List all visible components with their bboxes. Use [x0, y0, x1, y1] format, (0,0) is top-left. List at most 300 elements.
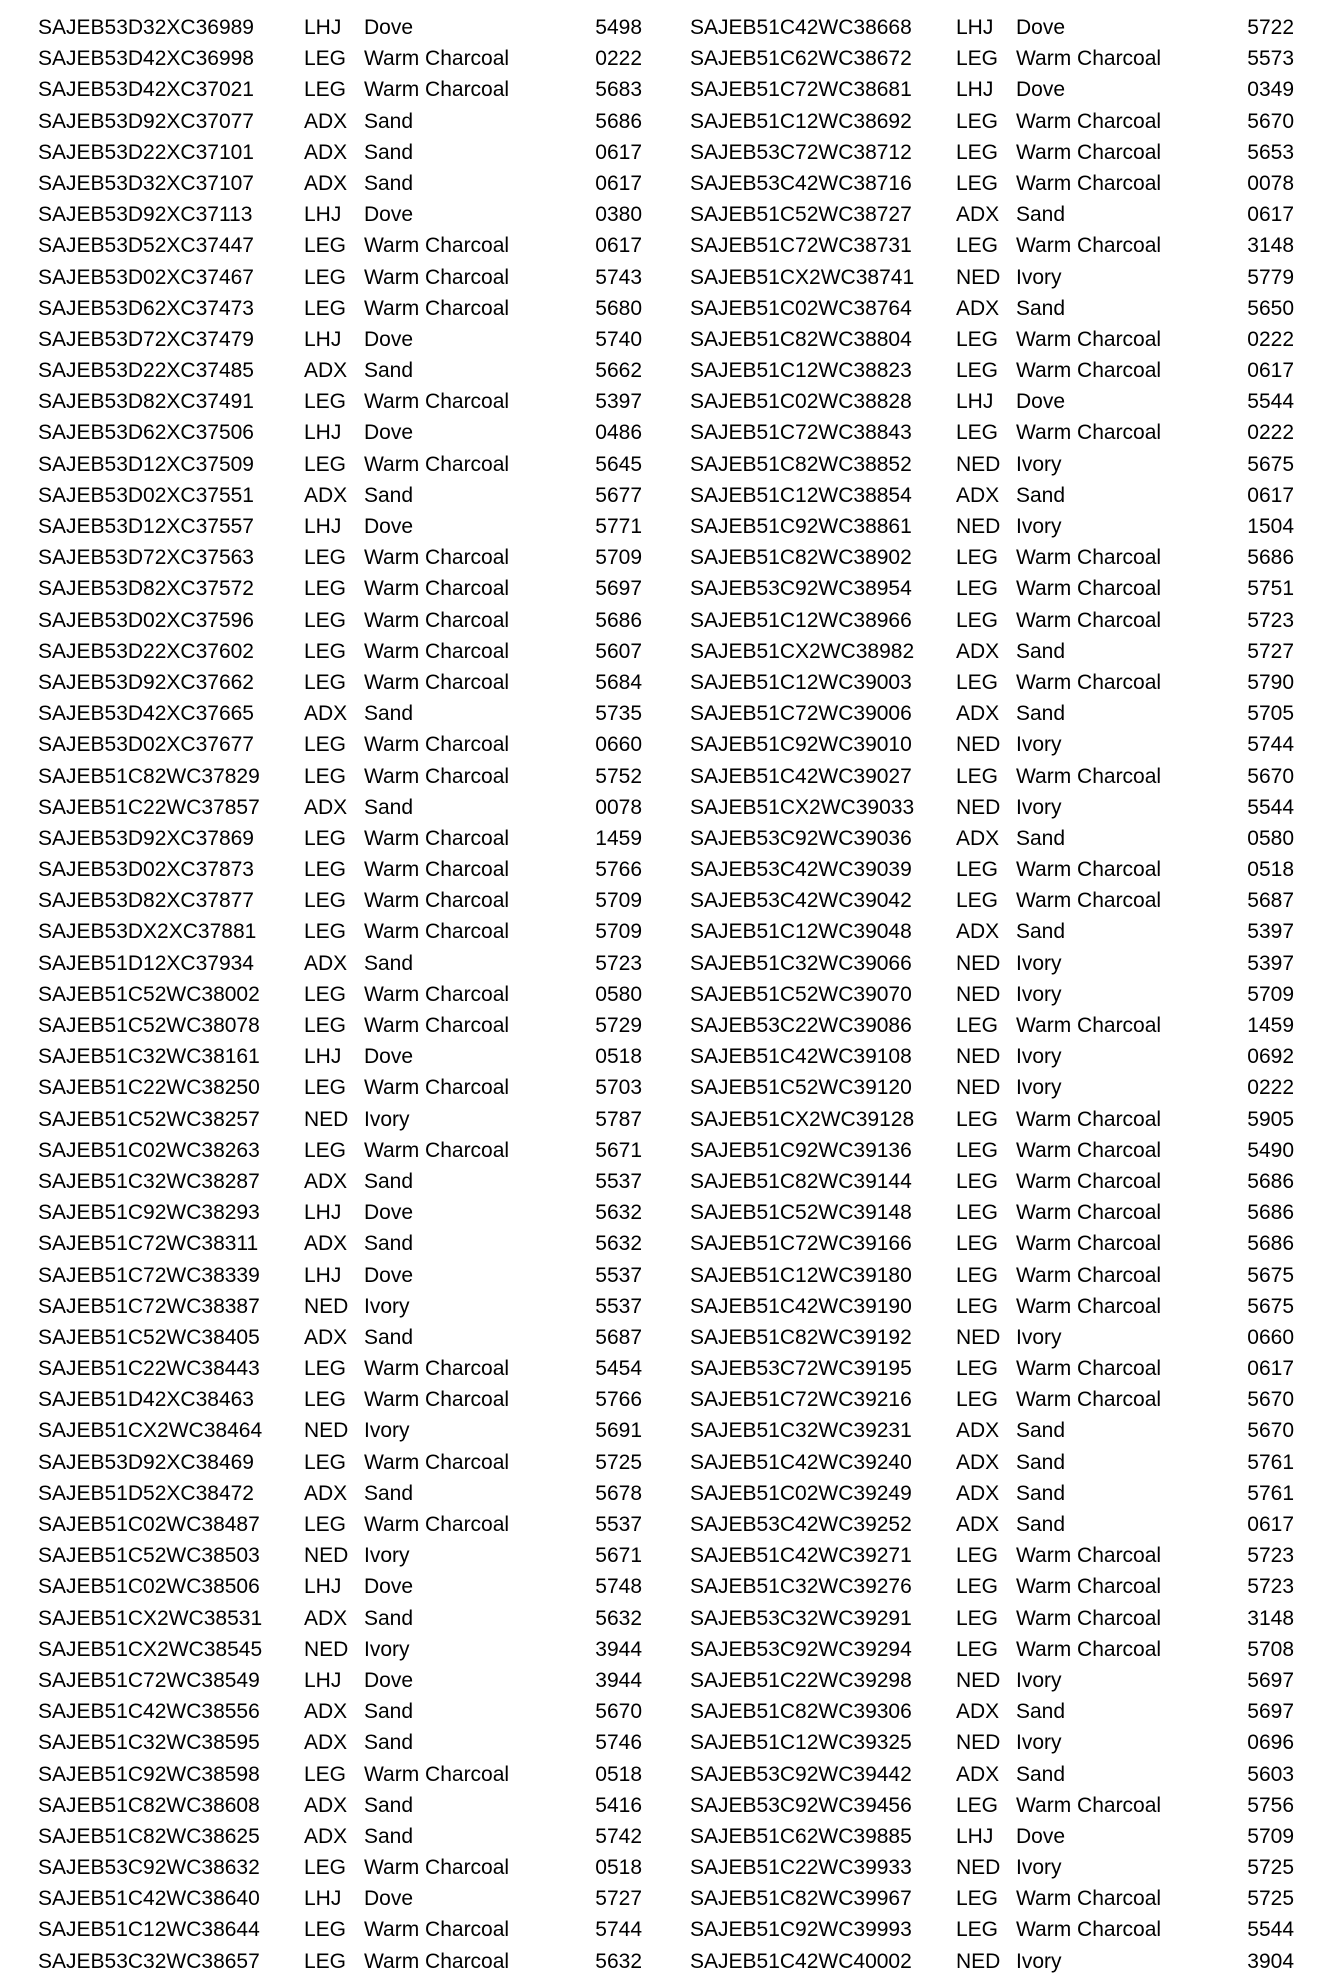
number-cell: 0078	[595, 795, 642, 819]
trim-code-cell: LHJ	[304, 1045, 342, 1069]
trim-code-cell: NED	[956, 1856, 1001, 1880]
trim-code-cell: ADX	[956, 639, 1000, 663]
vin-cell: SAJEB53D22XC37101	[38, 140, 254, 164]
color-cell: Warm Charcoal	[1016, 858, 1162, 882]
trim-code-cell: ADX	[304, 109, 348, 133]
color-cell: Warm Charcoal	[364, 1076, 510, 1100]
vin-cell: SAJEB51C62WC38672	[690, 47, 912, 71]
trim-code-cell: LEG	[304, 1918, 347, 1942]
vin-cell: SAJEB51C32WC38161	[38, 1045, 260, 1069]
trim-code-cell: NED	[956, 1076, 1001, 1100]
vin-cell: SAJEB53C92WC39456	[690, 1793, 912, 1817]
vin-cell: SAJEB51C72WC39006	[690, 702, 912, 726]
vin-cell: SAJEB51C52WC38002	[38, 982, 260, 1006]
number-cell: 5723	[1247, 1575, 1294, 1599]
vin-cell: SAJEB51C52WC38405	[38, 1325, 260, 1349]
color-cell: Warm Charcoal	[1016, 1887, 1162, 1911]
trim-code-cell: LEG	[304, 265, 347, 289]
number-cell: 5537	[595, 1169, 642, 1193]
trim-code-cell: LEG	[304, 764, 347, 788]
vin-cell: SAJEB53D02XC37677	[38, 733, 254, 757]
trim-code-cell: ADX	[956, 296, 1000, 320]
trim-code-cell: LEG	[304, 1357, 347, 1381]
vin-cell: SAJEB53D92XC37077	[38, 109, 254, 133]
color-cell: Warm Charcoal	[1016, 577, 1162, 601]
number-cell: 0617	[595, 234, 642, 258]
color-cell: Sand	[364, 171, 414, 195]
vin-cell: SAJEB51C42WC39240	[690, 1450, 912, 1474]
vin-cell: SAJEB53D02XC37467	[38, 265, 254, 289]
trim-code-cell: LEG	[304, 1762, 347, 1786]
number-cell: 0617	[1247, 483, 1294, 507]
vin-cell: SAJEB51C72WC38339	[38, 1263, 260, 1287]
number-cell: 5725	[595, 1450, 642, 1474]
trim-code-cell: NED	[956, 795, 1001, 819]
number-cell: 0349	[1247, 78, 1294, 102]
vin-cell: SAJEB51C52WC39070	[690, 982, 912, 1006]
color-cell: Dove	[364, 1668, 414, 1692]
vin-cell: SAJEB51C82WC38852	[690, 452, 912, 476]
vin-cell: SAJEB51C72WC39166	[690, 1232, 912, 1256]
number-cell: 5490	[1247, 1138, 1294, 1162]
color-cell: Warm Charcoal	[364, 1388, 510, 1412]
color-cell: Warm Charcoal	[364, 1856, 510, 1880]
trim-code-cell: NED	[956, 515, 1001, 538]
number-cell: 0617	[595, 171, 642, 195]
number-cell: 5498	[595, 16, 642, 39]
number-cell: 5771	[595, 515, 642, 538]
trim-code-cell: LEG	[956, 889, 999, 913]
color-cell: Ivory	[1016, 1045, 1062, 1069]
trim-code-cell: NED	[956, 1325, 1001, 1349]
color-cell: Warm Charcoal	[1016, 1918, 1162, 1942]
trim-code-cell: ADX	[304, 359, 348, 383]
number-cell: 3148	[1247, 1606, 1294, 1630]
number-cell: 5727	[595, 1887, 642, 1911]
vin-cell: SAJEB53D92XC37113	[38, 203, 253, 227]
trim-code-cell: LEG	[304, 1949, 347, 1973]
trim-code-cell: NED	[956, 452, 1001, 476]
trim-code-cell: ADX	[304, 1169, 348, 1193]
number-cell: 3904	[1247, 1949, 1294, 1973]
number-cell: 5709	[595, 920, 642, 944]
vin-cell: SAJEB53D32XC36989	[38, 16, 254, 39]
trim-code-cell: NED	[304, 1419, 349, 1443]
vin-cell: SAJEB53D12XC37509	[38, 452, 254, 476]
color-cell: Dove	[364, 1887, 414, 1911]
trim-code-cell: LEG	[956, 1138, 999, 1162]
number-cell: 5687	[1247, 889, 1294, 913]
vin-cell: SAJEB51C82WC39306	[690, 1700, 912, 1724]
trim-code-cell: LEG	[304, 733, 347, 757]
number-cell: 5697	[1247, 1700, 1294, 1724]
number-cell: 5662	[595, 359, 642, 383]
vin-cell: SAJEB51C72WC38549	[38, 1668, 260, 1692]
number-cell: 5723	[1247, 608, 1294, 632]
vin-cell: SAJEB51C22WC39298	[690, 1668, 912, 1692]
color-cell: Dove	[1016, 16, 1066, 39]
vin-cell: SAJEB51CX2WC38741	[690, 265, 915, 289]
vin-cell: SAJEB51C32WC39066	[690, 951, 912, 975]
color-cell: Sand	[364, 1169, 414, 1193]
color-cell: Sand	[1016, 483, 1066, 507]
color-cell: Warm Charcoal	[1016, 1263, 1162, 1287]
trim-code-cell: LEG	[956, 1169, 999, 1193]
number-cell: 0580	[595, 982, 642, 1006]
color-cell: Warm Charcoal	[364, 452, 510, 476]
color-cell: Warm Charcoal	[364, 764, 510, 788]
vin-cell: SAJEB53D42XC37665	[38, 702, 254, 726]
trim-code-cell: NED	[956, 951, 1001, 975]
trim-code-cell: ADX	[304, 171, 348, 195]
color-cell: Warm Charcoal	[1016, 47, 1162, 71]
number-cell: 3944	[595, 1637, 642, 1661]
trim-code-cell: ADX	[956, 1481, 1000, 1505]
vin-cell: SAJEB51C52WC38503	[38, 1544, 260, 1568]
trim-code-cell: LEG	[956, 1107, 999, 1131]
vin-cell: SAJEB53C92WC38954	[690, 577, 912, 601]
trim-code-cell: ADX	[956, 1513, 1000, 1536]
trim-code-cell: LEG	[304, 1450, 347, 1474]
vin-cell: SAJEB53D82XC37491	[38, 390, 254, 414]
color-cell: Warm Charcoal	[364, 608, 510, 632]
vin-cell: SAJEB51C82WC39967	[690, 1887, 912, 1911]
number-cell: 5607	[595, 639, 642, 663]
trim-code-cell: LEG	[956, 670, 999, 694]
number-cell: 5761	[1247, 1481, 1294, 1505]
number-cell: 5683	[595, 78, 642, 102]
vin-cell: SAJEB51CX2WC38464	[38, 1419, 263, 1443]
trim-code-cell: LEG	[956, 1388, 999, 1412]
number-cell: 5708	[1247, 1637, 1294, 1661]
trim-code-cell: LEG	[956, 1887, 999, 1911]
vin-cell: SAJEB51C82WC38804	[690, 327, 912, 351]
number-cell: 5670	[1247, 1419, 1294, 1443]
number-cell: 5670	[1247, 764, 1294, 788]
number-cell: 5709	[1247, 982, 1294, 1006]
trim-code-cell: LEG	[956, 1294, 999, 1318]
vin-cell: SAJEB51C12WC39325	[690, 1731, 912, 1755]
trim-code-cell: LEG	[304, 670, 347, 694]
color-cell: Sand	[1016, 296, 1066, 320]
trim-code-cell: LEG	[956, 1637, 999, 1661]
trim-code-cell: ADX	[956, 1700, 1000, 1724]
vin-cell: SAJEB51C92WC39993	[690, 1918, 912, 1942]
color-cell: Sand	[1016, 1700, 1066, 1724]
color-cell: Dove	[364, 1045, 414, 1069]
vin-cell: SAJEB51C42WC39108	[690, 1045, 912, 1069]
number-cell: 1459	[1247, 1014, 1294, 1037]
number-cell: 5454	[595, 1357, 642, 1381]
number-cell: 5670	[595, 1700, 642, 1724]
number-cell: 5740	[595, 327, 642, 351]
number-cell: 5684	[595, 670, 642, 694]
number-cell: 5686	[595, 109, 642, 133]
color-cell: Warm Charcoal	[364, 234, 510, 258]
trim-code-cell: LEG	[956, 1918, 999, 1942]
color-cell: Ivory	[364, 1637, 410, 1661]
color-cell: Warm Charcoal	[1016, 1575, 1162, 1599]
vin-cell: SAJEB53C42WC39252	[690, 1513, 912, 1536]
color-cell: Warm Charcoal	[1016, 1107, 1162, 1131]
vin-cell: SAJEB53DX2XC37881	[38, 920, 257, 944]
trim-code-cell: LEG	[304, 1014, 347, 1037]
trim-code-cell: LEG	[956, 1793, 999, 1817]
trim-code-cell: LEG	[956, 359, 999, 383]
vin-cell: SAJEB53C42WC39039	[690, 858, 912, 882]
number-cell: 5686	[595, 608, 642, 632]
number-cell: 5544	[1247, 1918, 1294, 1942]
color-cell: Ivory	[1016, 515, 1062, 538]
vin-cell: SAJEB51C32WC39276	[690, 1575, 912, 1599]
vin-cell: SAJEB53C72WC38712	[690, 140, 912, 164]
color-cell: Dove	[1016, 1824, 1066, 1848]
number-cell: 0580	[1247, 826, 1294, 850]
trim-code-cell: ADX	[956, 1762, 1000, 1786]
color-cell: Sand	[364, 702, 414, 726]
vin-cell: SAJEB51C12WC38644	[38, 1918, 260, 1942]
color-cell: Warm Charcoal	[364, 546, 510, 570]
vin-cell: SAJEB51C82WC38608	[38, 1793, 260, 1817]
color-cell: Ivory	[1016, 1856, 1062, 1880]
trim-code-cell: NED	[956, 1668, 1001, 1692]
trim-code-cell: LEG	[956, 1357, 999, 1381]
vin-cell: SAJEB51C42WC39190	[690, 1294, 912, 1318]
color-cell: Sand	[364, 1793, 414, 1817]
vin-cell: SAJEB51C32WC38287	[38, 1169, 260, 1193]
color-cell: Dove	[364, 327, 414, 351]
number-cell: 5735	[595, 702, 642, 726]
number-cell: 5675	[1247, 1294, 1294, 1318]
trim-code-cell: LEG	[956, 109, 999, 133]
vin-cell: SAJEB51C92WC39136	[690, 1138, 912, 1162]
color-cell: Dove	[364, 16, 414, 39]
number-cell: 5727	[1247, 639, 1294, 663]
color-cell: Warm Charcoal	[364, 670, 510, 694]
vin-cell: SAJEB51C12WC39048	[690, 920, 912, 944]
vin-cell: SAJEB51CX2WC39033	[690, 795, 915, 819]
number-cell: 5686	[1247, 1201, 1294, 1225]
number-cell: 0696	[1247, 1731, 1294, 1755]
number-cell: 0222	[1247, 421, 1294, 445]
color-cell: Warm Charcoal	[1016, 1357, 1162, 1381]
color-cell: Sand	[364, 483, 414, 507]
number-cell: 0617	[595, 140, 642, 164]
trim-code-cell: LEG	[956, 1232, 999, 1256]
vin-cell: SAJEB53C32WC39291	[690, 1606, 912, 1630]
color-cell: Warm Charcoal	[364, 577, 510, 601]
color-cell: Warm Charcoal	[364, 733, 510, 757]
trim-code-cell: NED	[956, 1949, 1001, 1973]
number-cell: 5742	[595, 1824, 642, 1848]
color-cell: Sand	[364, 1700, 414, 1724]
trim-code-cell: ADX	[304, 483, 348, 507]
number-cell: 5766	[595, 1388, 642, 1412]
color-cell: Warm Charcoal	[364, 920, 510, 944]
trim-code-cell: LEG	[956, 858, 999, 882]
number-cell: 5653	[1247, 140, 1294, 164]
number-cell: 0617	[1247, 1357, 1294, 1381]
trim-code-cell: ADX	[304, 1325, 348, 1349]
vin-cell: SAJEB51C52WC38078	[38, 1014, 260, 1037]
trim-code-cell: LEG	[304, 234, 347, 258]
trim-code-cell: NED	[304, 1544, 349, 1568]
trim-code-cell: LEG	[304, 826, 347, 850]
vin-cell: SAJEB53D82XC37572	[38, 577, 254, 601]
trim-code-cell: LEG	[956, 764, 999, 788]
color-cell: Ivory	[364, 1107, 410, 1131]
vin-cell: SAJEB51C02WC38506	[38, 1575, 260, 1599]
color-cell: Sand	[364, 951, 414, 975]
number-cell: 5645	[595, 452, 642, 476]
vin-cell: SAJEB51C42WC39271	[690, 1544, 912, 1568]
trim-code-cell: ADX	[304, 1824, 348, 1848]
number-cell: 0617	[1247, 203, 1294, 227]
color-cell: Warm Charcoal	[364, 47, 510, 71]
color-cell: Sand	[1016, 1762, 1066, 1786]
number-cell: 5680	[595, 296, 642, 320]
number-cell: 5723	[1247, 1544, 1294, 1568]
trim-code-cell: ADX	[956, 1450, 1000, 1474]
vin-cell: SAJEB51CX2WC38982	[690, 639, 915, 663]
vin-cell: SAJEB53D02XC37596	[38, 608, 254, 632]
color-cell: Sand	[1016, 1481, 1066, 1505]
trim-code-cell: NED	[956, 265, 1001, 289]
color-cell: Warm Charcoal	[1016, 234, 1162, 258]
color-cell: Sand	[364, 1481, 414, 1505]
trim-code-cell: LHJ	[304, 515, 342, 538]
trim-code-cell: LEG	[304, 1076, 347, 1100]
vin-cell: SAJEB51C42WC38668	[690, 16, 912, 39]
number-cell: 5675	[1247, 452, 1294, 476]
vin-cell: SAJEB51C92WC38861	[690, 515, 912, 538]
trim-code-cell: ADX	[304, 140, 348, 164]
trim-code-cell: NED	[956, 982, 1001, 1006]
trim-code-cell: LHJ	[304, 203, 342, 227]
color-cell: Dove	[1016, 78, 1066, 102]
vin-cell: SAJEB51C52WC39148	[690, 1201, 912, 1225]
vin-cell: SAJEB51C22WC38443	[38, 1357, 260, 1381]
number-cell: 5744	[595, 1918, 642, 1942]
color-cell: Warm Charcoal	[364, 78, 510, 102]
vin-cell: SAJEB51D12XC37934	[38, 951, 254, 975]
color-cell: Warm Charcoal	[364, 265, 510, 289]
color-cell: Ivory	[364, 1419, 410, 1443]
color-cell: Warm Charcoal	[364, 1357, 510, 1381]
number-cell: 5686	[1247, 1169, 1294, 1193]
color-cell: Warm Charcoal	[1016, 1544, 1162, 1568]
trim-code-cell: NED	[956, 733, 1001, 757]
color-cell: Sand	[364, 359, 414, 383]
vin-cell: SAJEB53C92WC39036	[690, 826, 912, 850]
trim-code-cell: LEG	[304, 1388, 347, 1412]
vin-cell: SAJEB51D52XC38472	[38, 1481, 254, 1505]
trim-code-cell: LEG	[956, 1014, 999, 1037]
number-cell: 5670	[1247, 1388, 1294, 1412]
number-cell: 0222	[1247, 1076, 1294, 1100]
number-cell: 5671	[595, 1544, 642, 1568]
color-cell: Warm Charcoal	[364, 1513, 510, 1536]
color-cell: Warm Charcoal	[1016, 1138, 1162, 1162]
color-cell: Warm Charcoal	[1016, 1232, 1162, 1256]
color-cell: Warm Charcoal	[1016, 1606, 1162, 1630]
number-cell: 5705	[1247, 702, 1294, 726]
trim-code-cell: LEG	[304, 390, 347, 414]
number-cell: 5691	[595, 1419, 642, 1443]
vin-cell: SAJEB51C32WC38595	[38, 1731, 260, 1755]
trim-code-cell: LEG	[304, 608, 347, 632]
trim-code-cell: LEG	[304, 1138, 347, 1162]
trim-code-cell: LHJ	[304, 1668, 342, 1692]
number-cell: 5746	[595, 1731, 642, 1755]
color-cell: Ivory	[1016, 1731, 1062, 1755]
vin-cell: SAJEB53D02XC37873	[38, 858, 254, 882]
color-cell: Warm Charcoal	[1016, 546, 1162, 570]
trim-code-cell: LEG	[956, 47, 999, 71]
trim-code-cell: ADX	[956, 702, 1000, 726]
trim-code-cell: ADX	[304, 795, 348, 819]
trim-code-cell: LEG	[304, 1856, 347, 1880]
trim-code-cell: LEG	[956, 1575, 999, 1599]
vin-cell: SAJEB51C42WC39027	[690, 764, 912, 788]
color-cell: Sand	[364, 1232, 414, 1256]
vin-cell: SAJEB53C72WC39195	[690, 1357, 912, 1381]
color-cell: Warm Charcoal	[364, 1450, 510, 1474]
color-cell: Sand	[364, 1824, 414, 1848]
number-cell: 5537	[595, 1513, 642, 1536]
trim-code-cell: ADX	[304, 1700, 348, 1724]
color-cell: Dove	[364, 203, 414, 227]
vin-cell: SAJEB53D82XC37877	[38, 889, 254, 913]
trim-code-cell: ADX	[304, 951, 348, 975]
number-cell: 5709	[595, 889, 642, 913]
number-cell: 5703	[595, 1076, 642, 1100]
vin-cell: SAJEB53D92XC37662	[38, 670, 254, 694]
trim-code-cell: LHJ	[956, 390, 994, 414]
vin-cell: SAJEB51C72WC38387	[38, 1294, 260, 1318]
vin-cell: SAJEB51C52WC38727	[690, 203, 912, 227]
vin-cell: SAJEB53D62XC37473	[38, 296, 254, 320]
trim-code-cell: LEG	[956, 1544, 999, 1568]
vin-cell: SAJEB51C52WC38257	[38, 1107, 260, 1131]
number-cell: 5632	[595, 1949, 642, 1973]
number-cell: 5725	[1247, 1887, 1294, 1911]
color-cell: Ivory	[1016, 795, 1062, 819]
color-cell: Warm Charcoal	[1016, 109, 1162, 133]
vin-cell: SAJEB51C62WC39885	[690, 1824, 912, 1848]
vin-cell: SAJEB51C22WC38250	[38, 1076, 260, 1100]
number-cell: 0486	[595, 421, 642, 445]
trim-code-cell: LEG	[956, 327, 999, 351]
number-cell: 5632	[595, 1201, 642, 1225]
trim-code-cell: NED	[304, 1294, 349, 1318]
trim-code-cell: LEG	[956, 1263, 999, 1287]
color-cell: Sand	[364, 1606, 414, 1630]
number-cell: 5671	[595, 1138, 642, 1162]
vin-cell: SAJEB53D72XC37479	[38, 327, 254, 351]
trim-code-cell: LEG	[304, 889, 347, 913]
vin-cell: SAJEB51C12WC38823	[690, 359, 912, 383]
trim-code-cell: LEG	[956, 577, 999, 601]
number-cell: 5632	[595, 1232, 642, 1256]
color-cell: Dove	[1016, 390, 1066, 414]
trim-code-cell: ADX	[304, 702, 348, 726]
color-cell: Warm Charcoal	[364, 858, 510, 882]
vin-cell: SAJEB51C72WC38311	[38, 1232, 259, 1256]
color-cell: Warm Charcoal	[364, 639, 510, 663]
trim-code-cell: LEG	[304, 920, 347, 944]
trim-code-cell: LHJ	[956, 16, 994, 39]
